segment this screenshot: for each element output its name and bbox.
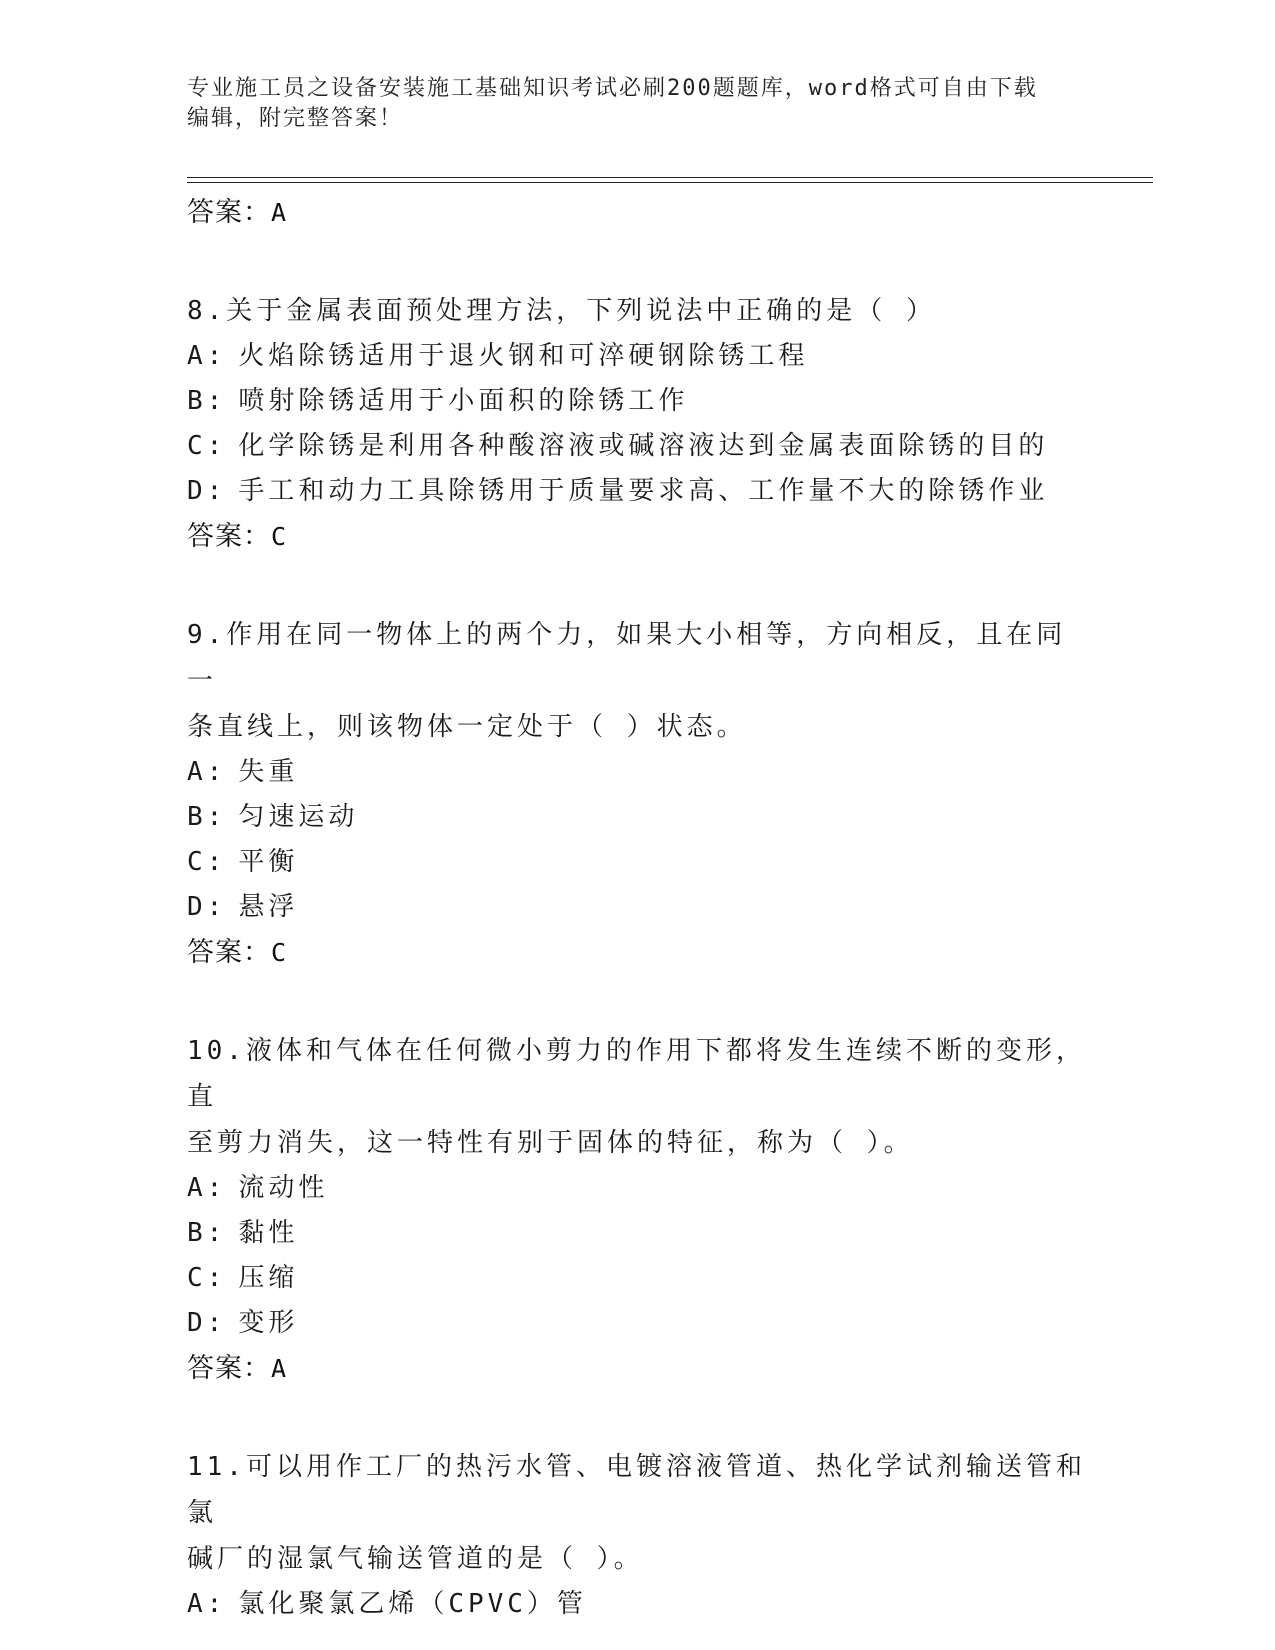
option-a (187, 1582, 1087, 1627)
option-d (187, 1301, 1087, 1346)
answer-value: C (271, 938, 288, 967)
header-line-1: 专业施工员之设备安装施工基础知识考试必刷200题题库，word格式可自由下载 (187, 76, 1038, 101)
option-text: 火焰除锈适用于退火钢和可淬硬钢除锈工程 (238, 341, 809, 371)
option-letter: B: (187, 802, 227, 832)
option-text: 化学除锈是利用各种酸溶液或碱溶液达到金属表面除锈的目的 (238, 431, 1049, 461)
option-letter: D: (187, 476, 227, 506)
option-letter: C: (187, 431, 227, 461)
option-text: 手工和动力工具除锈用于质量要求高、工作量不大的除锈作业 (238, 476, 1049, 506)
option-a (187, 750, 1087, 795)
option-letter: D: (187, 1308, 227, 1338)
question-stem: 10.液体和气体在任何微小剪力的作用下都将发生连续不断的变形，直 (187, 1036, 1086, 1112)
option-text: 匀速运动 (238, 802, 359, 832)
option-text: 黏性 (238, 1218, 299, 1248)
option-b (187, 1211, 1087, 1256)
option-letter: A: (187, 1173, 227, 1203)
option-c (187, 1256, 1087, 1301)
document-header (187, 74, 1067, 134)
answer-line (187, 190, 1087, 236)
question-stem: 碱厂的湿氯气输送管道的是（ ）。 (187, 1544, 644, 1574)
answer-label: 答案： (187, 1353, 271, 1384)
answer-label: 答案： (187, 197, 271, 228)
option-a (187, 334, 1087, 379)
question-10 (187, 1028, 1087, 1392)
question-8 (187, 288, 1087, 560)
option-text: 压缩 (238, 1263, 299, 1293)
answer-line (187, 930, 1087, 976)
question-11 (187, 1444, 1087, 1627)
option-letter: A: (187, 1589, 227, 1619)
question-stem: 至剪力消失，这一特性有别于固体的特征，称为（ ）。 (187, 1128, 914, 1158)
option-a (187, 1166, 1087, 1211)
answer-value: A (271, 198, 288, 227)
header-line-2: 编辑，附完整答案！ (187, 106, 404, 131)
option-text: 氯化聚氯乙烯（CPVC）管 (238, 1589, 587, 1619)
option-letter: D: (187, 892, 227, 922)
option-text: 平衡 (238, 847, 299, 877)
option-text: 喷射除锈适用于小面积的除锈工作 (238, 386, 689, 416)
option-b (187, 795, 1087, 840)
answer-line (187, 1346, 1087, 1392)
option-letter: A: (187, 757, 227, 787)
answer-line (187, 514, 1087, 560)
header-rule-top (187, 177, 1153, 178)
option-letter: C: (187, 1263, 227, 1293)
option-d (187, 885, 1087, 930)
answer-value: C (271, 522, 288, 551)
answer-label: 答案： (187, 937, 271, 968)
option-text: 失重 (238, 757, 299, 787)
option-letter: B: (187, 1218, 227, 1248)
answer-value: A (271, 1354, 288, 1383)
option-letter: B: (187, 386, 227, 416)
option-c (187, 840, 1087, 885)
question-9 (187, 612, 1087, 976)
question-content (187, 190, 1087, 1627)
option-c (187, 424, 1087, 469)
question-stem: 9.作用在同一物体上的两个力，如果大小相等，方向相反，且在同一 (187, 620, 1067, 696)
question-stem: 11.可以用作工厂的热污水管、电镀溶液管道、热化学试剂输送管和氯 (187, 1452, 1086, 1528)
option-letter: A: (187, 341, 227, 371)
option-text: 流动性 (238, 1173, 329, 1203)
question-stem: 8.关于金属表面预处理方法，下列说法中正确的是（ ） (187, 296, 936, 326)
header-rule-bottom (187, 182, 1153, 183)
option-d (187, 469, 1087, 514)
option-b (187, 379, 1087, 424)
option-text: 悬浮 (238, 892, 299, 922)
answer-label: 答案： (187, 521, 271, 552)
option-text: 变形 (238, 1308, 299, 1338)
question-stem: 条直线上，则该物体一定处于（ ）状态。 (187, 712, 747, 742)
option-letter: C: (187, 847, 227, 877)
